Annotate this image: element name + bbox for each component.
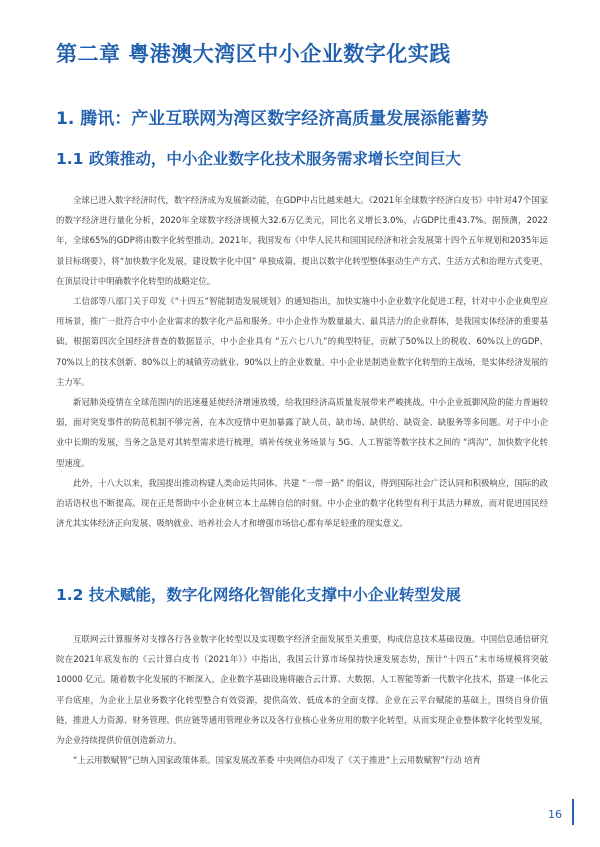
paragraph: 全球已进入数字经济时代，数字经济成为发展新动能，在GDP中占比越来越大。《2021年全球数字经济白皮书》中针对47个国家的数字经济进行量化分析，2020年全球数字经济规模大32.6万亿美元，同比名义增长3.0%，占GDP比重43.7%。据预测，2022年，全球65%的GDP将由数字化转型推动。2021年，我国发布《中华人民共和国国民经济和社会发展第十四个五年规划和2035年远景目标纲要》，将“加快数字化发展，建设数字化中国” 单独成篇，提出以数字化转型整体驱动生产方式、生活方式和治理方式变更，在顶层设计中明确数字化转型的战略定位。 [56,195,548,286]
chapter-title: 第二章 粤港澳大湾区中小企业数字化实践 [56,42,451,66]
paragraph: 新冠肺炎疫情在全球范围内的迅速蔓延使经济增速放缓，给我国经济高质量发展带来严峻挑战。中小企业抵御风险的能力普遍较弱，面对突发事件的防范机制不够完善，在本次疫情中更加暴露了缺人员、缺市场、缺供给、缺资金、缺服务等多问题。对于中小企业中长期的发展，当务之急是对其转型需求进行梳理，填补传统业务场景与 5G、人工智能等数字技术之间的 “鸿沟”，加快数字化转型速度。 [56,397,548,468]
paragraph: 工信部等八部门关于印发《“十四五”智能制造发展规划》的通知指出，加快实施中小企业数字化促进工程，针对中小企业典型应用场景，推广一批符合中小企业需求的数字化产品和服务。中小企业作为数量最大、最具活力的企业群体，是我国实体经济的重要基础。根据第四次全国经济普查的数据显示，中小企业具有 “五六七八九”的典型特征，贡献了50%以上的税收、60%以上的GDP、70%以上的技术创新、80%以上的城镇劳动就业、90%以上的企业数量。中小企业是制造业数字化转型的主战场，是实体经济发展的主力军。 [56,296,548,387]
page-corner-mark [572,799,574,825]
paragraph: “上云用数赋智”已纳入国家政策体系。国家发展改革委 中央网信办印发了《关于推进“上云用数赋智”行动 培育 [73,755,481,766]
subsection-title-1-1: 1.1 政策推动，中小企业数字化技术服务需求增长空间巨大 [56,150,461,168]
page-number: 16 [548,808,562,821]
subsection-body-1-1 [56,190,548,533]
subsection-body-1-2 [56,629,548,770]
paragraph: 互联网云计算服务对支撑各行各业数字化转型以及实现数字经济全面发展至关重要，构成信息技术基础设施。中国信息通信研究院在2021年底发布的《云计算白皮书（2021年）》中指出，我国云计算市场保持快速发展态势，预计“十四五”末市场规模将突破10000 亿元。随着数字化发展的不断深入，企业数字基础设施将融合云计算、大数据、人工智能等新一代数字化技术，搭建一体化云平台底座，为企业上层业务数字化转型整合有效资源，提供高效、低成本的全面支撑。企业在云平台赋能的基础上，围绕自身价值链，推进人力资源、财务管理、供应链等通用管理业务以及各行业核心业务应用的数字化转型，从而实现企业整体数字化转型发展，为企业持续提供价值创造新动力。 [56,634,548,746]
paragraph: 此外，十八大以来，我国提出推动构建人类命运共同体、共建 “一带一路” 的倡议，得到国际社会广泛认同和积极响应，国际的政治话语权也不断提高。现在正是帮助中小企业树立本土品牌自信的时刻。中小企业的数字化转型有利于其活力释放，而对促进国民经济尤其实体经济正向发展、吸纳就业、培养社会人才和增强市场信心都有举足轻重的现实意义。 [56,477,548,529]
section-title: 1. 腾讯：产业互联网为湾区数字经济高质量发展添能蓄势 [56,109,489,129]
subsection-title-1-2: 1.2 技术赋能，数字化网络化智能化支撑中小企业转型发展 [56,586,461,604]
